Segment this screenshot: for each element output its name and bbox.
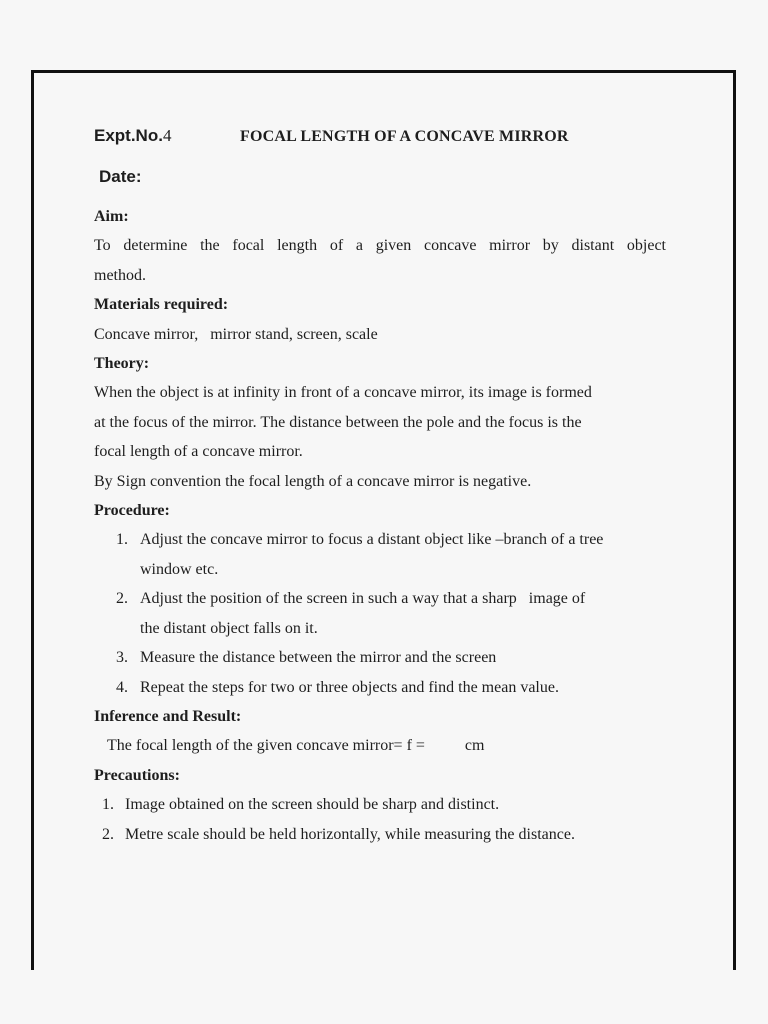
procedure-heading: Procedure: (94, 502, 170, 520)
precaution-number: 1. (102, 796, 114, 814)
result-heading: Inference and Result: (94, 707, 242, 725)
expt-number: 4 (162, 126, 172, 145)
aim-line-2: method. (94, 266, 146, 284)
date-label: Date: (99, 167, 142, 186)
step-number: 4. (116, 678, 128, 696)
step-line: Repeat the steps for two or three objects and find the mean value. (140, 678, 559, 696)
theory-line-4: By Sign convention the focal length of a concave mirror is negative. (94, 472, 532, 490)
materials-text: Concave mirror, mirror stand, screen, scale (94, 325, 378, 343)
step-number: 3. (116, 649, 128, 667)
theory-line-3: focal length of a concave mirror. (94, 443, 303, 461)
precaution-text: Metre scale should be held horizontally, while measuring the distance. (125, 825, 575, 843)
step-line: Adjust the concave mirror to focus a distant object like –branch of a tree (140, 531, 604, 549)
step-line: Adjust the position of the screen in such a way that a sharp image of (140, 590, 586, 608)
step-number: 2. (116, 590, 128, 608)
step-line: Measure the distance between the mirror and the screen (140, 649, 497, 667)
step-line: window etc. (140, 560, 219, 578)
list-item (94, 820, 666, 849)
expt-label: Expt.No. (94, 126, 163, 145)
list-item (94, 790, 666, 819)
step-number: 1. (116, 531, 128, 549)
list-item (94, 525, 666, 584)
list-item (94, 673, 666, 702)
aim-heading: Aim: (94, 208, 129, 225)
list-item (94, 643, 666, 672)
precautions-heading: Precautions: (94, 766, 180, 784)
materials-heading: Materials required: (94, 296, 229, 314)
experiment-number (94, 126, 171, 146)
theory-line-2: at the focus of the mirror. The distance between the pole and the focus is the (94, 413, 582, 431)
result-text: The focal length of the given concave mirror= f = cm (107, 737, 485, 755)
procedure-list (94, 525, 666, 701)
precaution-text: Image obtained on the screen should be sharp and distinct. (125, 796, 500, 814)
precautions-list (94, 790, 666, 849)
theory-heading: Theory: (94, 355, 150, 373)
list-item (94, 584, 666, 643)
theory-line-1: When the object is at infinity in front of a concave mirror, its image is formed (94, 384, 592, 402)
step-line: the distant object falls on it. (140, 619, 318, 637)
document-body (94, 202, 666, 849)
aim-line-1: To determine the focal length of a given concave mirror by distant object (94, 237, 666, 255)
precaution-number: 2. (102, 825, 114, 843)
page-title: FOCAL LENGTH OF A CONCAVE MIRROR (240, 128, 569, 145)
